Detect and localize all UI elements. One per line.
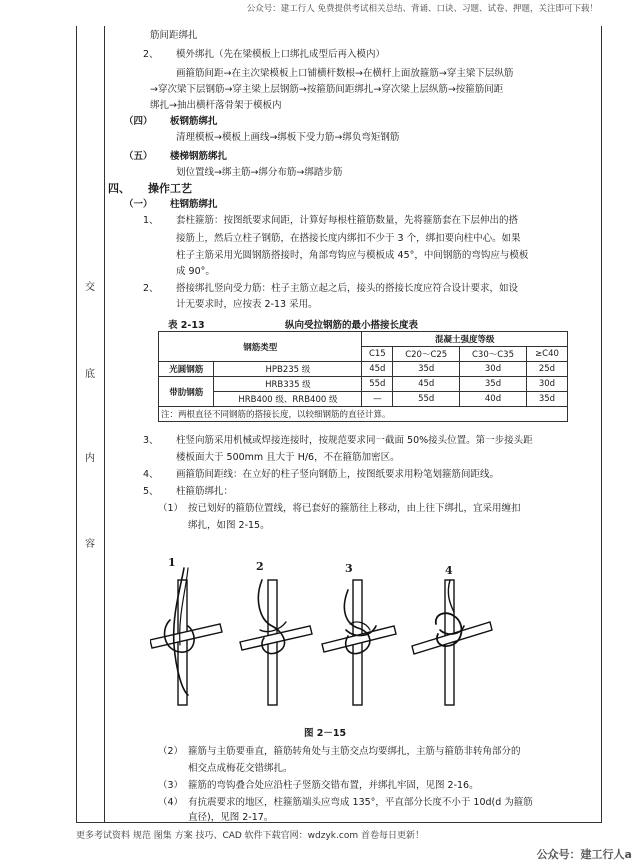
- p1-line: 接筋上，然后立柱子钢筋，在搭接长度内绑扣不少于 3 个，绑扣要向柱中心。如果: [176, 233, 521, 244]
- side-label-2: 底: [85, 369, 95, 380]
- p4-number: 4、: [143, 469, 159, 480]
- p5-number: 5、: [143, 486, 159, 497]
- lap-length-table: [158, 331, 568, 422]
- cell: 40d: [460, 392, 527, 407]
- q1-line: 绑扎，如图 2-15。: [188, 520, 270, 531]
- figure-caption: 图 2－15: [304, 728, 347, 739]
- cell: 35d: [460, 377, 527, 392]
- p5-line: 柱箍筋绑扎：: [176, 486, 234, 497]
- table-note: 注：两根直径不同钢筋的搭接长度，以较细钢筋的直径计算。: [159, 407, 568, 422]
- watermark: 公众号：建工行人a: [536, 848, 632, 861]
- q2-line: 相交点成梅花交错绑扎。: [188, 763, 293, 774]
- q4-number: （4）: [158, 797, 184, 808]
- side-label-3: 内: [85, 453, 95, 464]
- table-row: [159, 392, 568, 407]
- section-4-text: 清理模板→模板上画线→绑板下受力筋→绑负弯矩钢筋: [176, 132, 400, 143]
- p2-number: 2、: [143, 283, 159, 294]
- sub-1-number: （一）: [124, 199, 153, 210]
- tie-step-2-label: 2: [256, 560, 264, 573]
- p3-line: 柱竖向筋采用机械或焊接连接时，按规范要求同一截面 50%接头位置。第一步接头距: [176, 435, 533, 446]
- cell: 45d: [362, 362, 393, 377]
- tie-step-1-label: 1: [168, 556, 176, 569]
- cell: 55d: [362, 377, 393, 392]
- cell: 35d: [393, 362, 460, 377]
- q1-line: 按已划好的箍筋位置线，将已套好的箍筋往上移动，由上往下绑扎，宜采用缠扣: [188, 503, 521, 514]
- row-grade: HPB235 级: [214, 362, 362, 377]
- item-2-text: 模外绑扎（先在梁模板上口绑扎成型后再入模内）: [176, 49, 386, 60]
- q2-number: （2）: [158, 746, 184, 757]
- row-grade: HRB335 级: [214, 377, 362, 392]
- tie-step-4-drawing: [412, 580, 492, 705]
- cell: 30d: [460, 362, 527, 377]
- grade-col: C20～C25: [393, 347, 460, 362]
- p2-line: 搭接绑扎竖向受力筋：柱子主筋立起之后，接头的搭接长度应符合设计要求，如设: [176, 283, 519, 294]
- chapter-4-title: 操作工艺: [148, 182, 192, 195]
- cell: 45d: [393, 377, 460, 392]
- p1-line: 成 90°。: [176, 266, 215, 277]
- q3-number: （3）: [158, 780, 184, 791]
- q4-line: 有抗震要求的地区，柱箍筋端头应弯成 135°，平直部分长度不小于 10d(d 为箍筋: [188, 797, 533, 808]
- header-concrete-grade: 混凝土强度等级: [362, 332, 568, 347]
- paragraph-line: 画箍筋间距→在主次梁模板上口铺横杆数根→在横杆上面放箍筋→穿主梁下层纵筋: [176, 68, 514, 79]
- p1-number: 1、: [143, 215, 159, 226]
- item-2-number: 2、: [143, 49, 159, 60]
- q1-number: （1）: [158, 503, 184, 514]
- table-row: [159, 362, 568, 377]
- tie-step-3-drawing: [322, 580, 396, 705]
- side-label-4: 容: [85, 539, 95, 550]
- cell: 55d: [393, 392, 460, 407]
- tie-step-1-drawing: [150, 568, 222, 705]
- table-row: [159, 377, 568, 392]
- table-caption-id: 表 2-13: [168, 320, 205, 331]
- p4-line: 画箍筋间距线：在立好的柱子竖向钢筋上，按图纸要求用粉笔划箍筋间距线。: [176, 469, 500, 480]
- header-notice: 公众号：建工行人 免费提供考试相关总结、背诵、口诀、习题、试卷、押题，关注即可下载！: [246, 4, 598, 14]
- row-grade: HRB400 级、RRB400 级: [214, 392, 362, 407]
- section-4-title: 板钢筋绑扎: [170, 116, 218, 127]
- table-caption-title: 纵向受拉钢筋的最小搭接长度表: [285, 320, 419, 331]
- footer-text: 更多考试资料 规范 图集 方案 技巧、CAD 软件下载官网：wdzyk.com 首卷每日更新！: [76, 831, 424, 841]
- p3-number: 3、: [143, 435, 159, 446]
- row-group: 光圆钢筋: [159, 362, 214, 377]
- p2-line: 计无要求时，应按表 2-13 采用。: [176, 299, 318, 310]
- sub-1-title: 柱钢筋绑扎: [170, 199, 218, 210]
- q3-line: 箍筋的弯钩叠合处应沿柱子竖筋交错布置，并绑扎牢固，见图 2-16。: [188, 780, 479, 791]
- section-4-number: （四）: [124, 116, 153, 127]
- p1-line: 套柱箍筋：按图纸要求间距，计算好每根柱箍筋数量，先将箍筋套在下层伸出的搭: [176, 215, 519, 226]
- section-5-title: 楼梯钢筋绑扎: [170, 151, 228, 162]
- header-rebar-type: 钢筋类型: [159, 332, 362, 362]
- side-label-1: 交: [85, 282, 95, 293]
- q4-line: 直径)，见图 2-17。: [188, 812, 274, 823]
- p1-line: 柱子主筋采用光圆钢筋搭接时，角部弯钩应与模板成 45°，中间钢筋的弯钩应与模板: [176, 250, 529, 261]
- grade-col: ≥C40: [526, 347, 567, 362]
- cell: —: [362, 392, 393, 407]
- paragraph-line: 绑扎→抽出横杆落骨架于模板内: [150, 100, 282, 111]
- line-1: 筋间距绑扎: [150, 30, 198, 41]
- tie-step-3-label: 3: [345, 562, 353, 575]
- grade-col: C15: [362, 347, 393, 362]
- cell: 25d: [526, 362, 567, 377]
- tie-figure: [150, 560, 510, 710]
- paragraph-line: →穿次梁下层钢筋→穿主梁上层钢筋→按箍筋间距绑扎→穿次梁上层纵筋→按箍筋间距: [150, 84, 504, 95]
- tie-step-2-drawing: [240, 580, 312, 705]
- cell: 35d: [526, 392, 567, 407]
- tie-step-4-label: 4: [445, 564, 453, 577]
- section-5-number: （五）: [124, 151, 153, 162]
- column-divider: [104, 26, 105, 822]
- q2-line: 箍筋与主筋要垂直，箍筋转角处与主筋交点均要绑扎，主筋与箍筋非转角部分的: [188, 746, 521, 757]
- chapter-4-number: 四、: [108, 182, 130, 195]
- section-5-text: 划位置线→绑主筋→绑分布筋→绑踏步筋: [176, 167, 343, 178]
- grade-col: C30～C35: [460, 347, 527, 362]
- row-group: 带肋钢筋: [159, 377, 214, 407]
- p3-line: 楼板面大于 500mm 且大于 H/6，不在箍筋加密区。: [176, 452, 400, 463]
- cell: 30d: [526, 377, 567, 392]
